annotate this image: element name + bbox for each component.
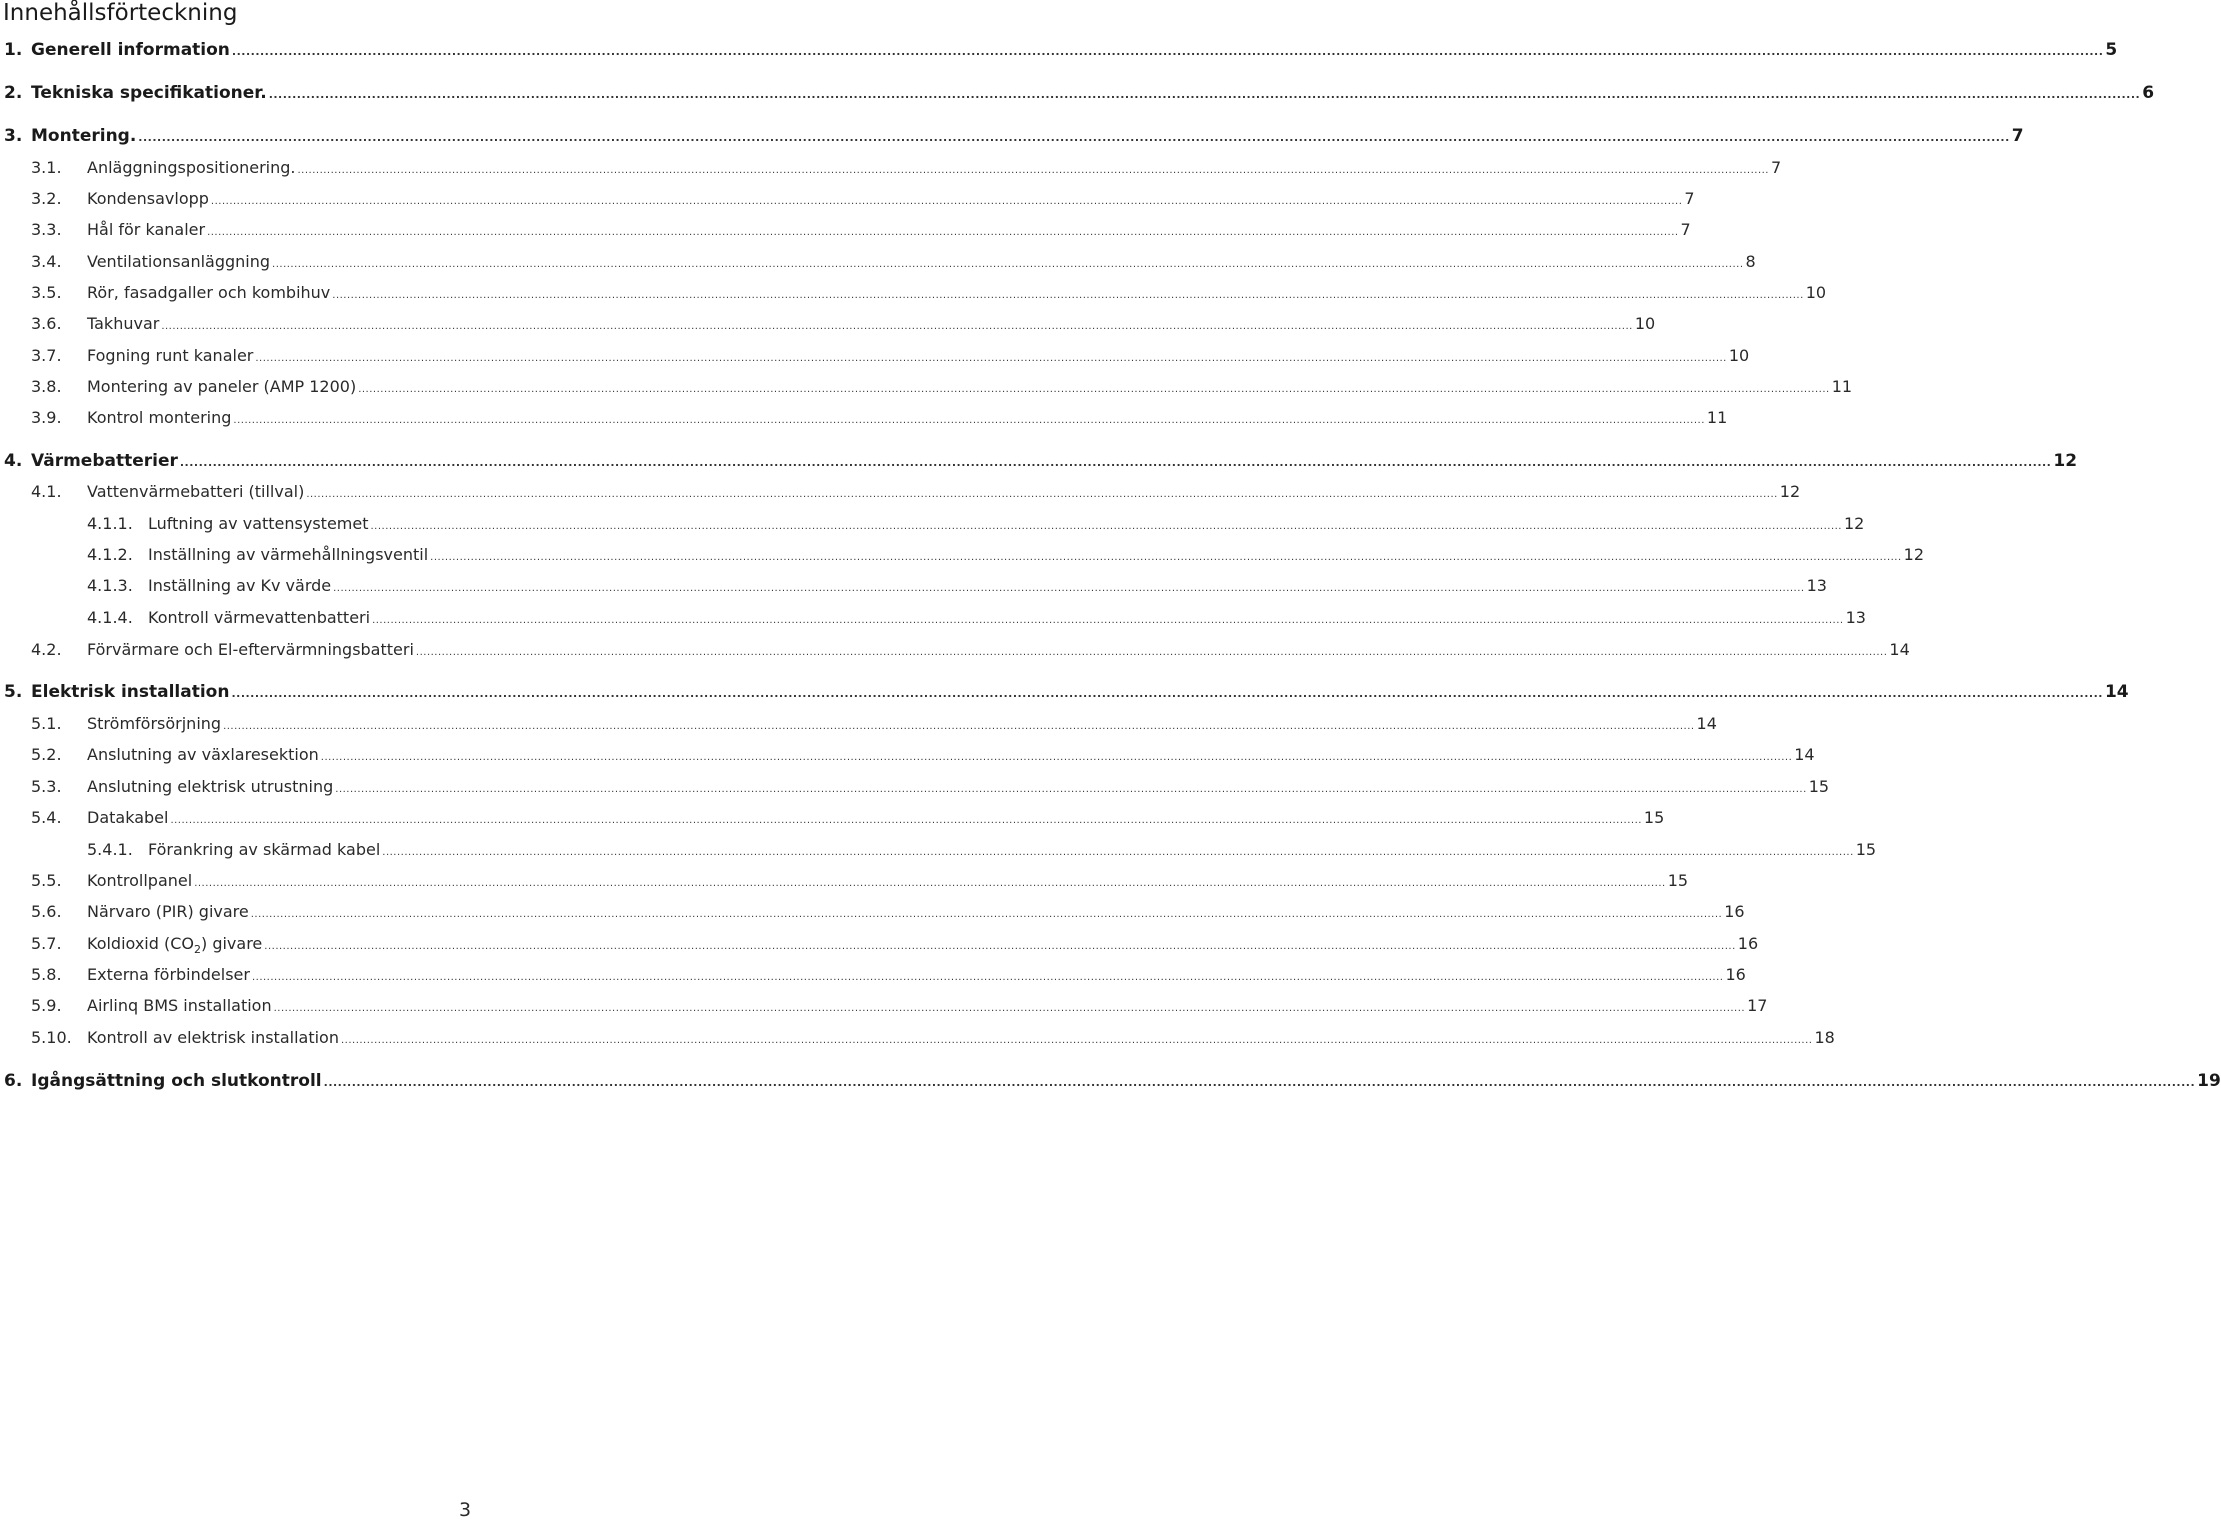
- toc-entry-line: [87, 742, 1815, 771]
- toc-entry[interactable]: [0, 123, 2024, 149]
- toc-entry[interactable]: [0, 1068, 2221, 1094]
- toc-entry-page: 16: [1737, 934, 1759, 953]
- toc-entry-title: [148, 573, 333, 599]
- toc-entry-number: 6.: [4, 1071, 23, 1091]
- toc-entry-title: [31, 448, 180, 474]
- toc-entry-number: 3.7.: [31, 346, 62, 365]
- toc-entry-title-text: Externa förbindelser: [87, 965, 250, 984]
- toc-entry-title-text: Förvärmare och El-eftervärmningsbatteri: [87, 640, 414, 659]
- page-title: Innehållsförteckning: [3, 0, 238, 26]
- toc-entry[interactable]: [0, 711, 1717, 737]
- dot-leader: ................................................................................................................................................................................................................................................................................................................................................................................................................: [297, 165, 1769, 176]
- toc-entry-page: 14: [2104, 682, 2129, 702]
- toc-entry[interactable]: [0, 511, 1865, 537]
- toc-entry-title-text: Kontroll av elektrisk installation: [87, 1028, 339, 1047]
- toc-entry-line: [87, 931, 1759, 963]
- toc-entry-number: 5.8.: [31, 965, 62, 984]
- toc-entry-title: [87, 155, 298, 181]
- toc-entry-title-text: Anslutning elektrisk utrustning: [87, 777, 334, 796]
- toc-entry-page: 15: [1643, 808, 1665, 827]
- dot-leader: ................................................................................................................................................................................................................................................................................................................................................................................................................: [255, 353, 1727, 364]
- toc-entry-title: [87, 742, 321, 768]
- toc-entry-title: [87, 931, 264, 963]
- dot-leader: ................................................................................................................................................................................................................................................................................................................................................................................................................: [358, 384, 1830, 395]
- toc-entry-line: [31, 80, 2155, 108]
- toc-entry-line: [87, 1025, 1835, 1054]
- toc-entry-number: 3.9.: [31, 408, 62, 427]
- toc-entry[interactable]: [0, 249, 1756, 275]
- toc-entry-number: 5.6.: [31, 902, 62, 921]
- toc-entry-line: [148, 542, 1925, 571]
- dot-leader: ................................................................................................................................................................................................................................................................................................................................................................................................................: [323, 1076, 2196, 1089]
- toc-entry-title: [87, 1025, 341, 1051]
- toc-entry-title-text: Koldioxid (CO: [87, 934, 194, 953]
- toc-entry-line: [87, 280, 1827, 309]
- toc-entry-line: [87, 405, 1728, 434]
- toc-entry-subscript: 2: [194, 943, 201, 956]
- toc-entry-page: 7: [1684, 189, 1695, 208]
- toc-entry-title-text: Datakabel: [87, 808, 169, 827]
- page-number: 3: [458, 1499, 472, 1521]
- toc-entry-title-text: Strömförsörjning: [87, 714, 222, 733]
- toc-entry-page: 12: [2053, 451, 2078, 471]
- toc-entry[interactable]: [0, 573, 1827, 599]
- toc-entry-number: 4.1.4.: [87, 608, 133, 627]
- toc-entry-number: 3.2.: [31, 189, 62, 208]
- dot-leader: ................................................................................................................................................................................................................................................................................................................................................................................................................: [264, 941, 1736, 952]
- toc-entry-title: [87, 774, 335, 800]
- toc-entry-title-suffix: ) givare: [201, 934, 263, 953]
- toc-entry-number: 2.: [4, 83, 23, 103]
- toc-entry-title: [87, 899, 251, 925]
- toc-entry-number: 4.2.: [31, 640, 62, 659]
- toc-entry-line: [31, 37, 2118, 65]
- toc-entry-title: [87, 374, 358, 400]
- dot-leader: ................................................................................................................................................................................................................................................................................................................................................................................................................: [415, 647, 1888, 658]
- toc-entry-line: [148, 511, 1865, 540]
- toc-entry[interactable]: [0, 962, 1746, 988]
- dot-leader: ................................................................................................................................................................................................................................................................................................................................................................................................................: [382, 847, 1854, 858]
- toc-entry[interactable]: [0, 343, 1750, 369]
- toc-entry-page: 12: [1843, 514, 1865, 533]
- dot-leader: ................................................................................................................................................................................................................................................................................................................................................................................................................: [231, 45, 2104, 58]
- dot-leader: ................................................................................................................................................................................................................................................................................................................................................................................................................: [372, 615, 1844, 626]
- toc-entry[interactable]: [0, 637, 1910, 663]
- toc-entry-title-text: Montering av paneler (AMP 1200): [87, 377, 357, 396]
- dot-leader: ................................................................................................................................................................................................................................................................................................................................................................................................................: [251, 972, 1724, 983]
- toc-entry-line: [87, 217, 1691, 246]
- toc-entry-line: [31, 123, 2024, 151]
- toc-entry-page: 12: [1903, 545, 1925, 564]
- toc-entry-number: 5.10.: [31, 1028, 72, 1047]
- dot-leader: ................................................................................................................................................................................................................................................................................................................................................................................................................: [273, 1003, 1746, 1014]
- toc-entry-title: [31, 123, 138, 149]
- toc-entry-number: 5.4.: [31, 808, 62, 827]
- toc-entry-title-text: Generell information: [31, 40, 230, 60]
- toc-entry-line: [87, 637, 1910, 666]
- dot-leader: ................................................................................................................................................................................................................................................................................................................................................................................................................: [161, 321, 1633, 332]
- toc-entry-title: [148, 511, 371, 537]
- dot-leader: ................................................................................................................................................................................................................................................................................................................................................................................................................: [223, 721, 1695, 732]
- toc-entry-number: 3.8.: [31, 377, 62, 396]
- toc-entry-title-text: Fogning runt kanaler: [87, 346, 254, 365]
- toc-entry[interactable]: [0, 280, 1827, 306]
- toc-entry-title-text: Montering.: [31, 126, 137, 146]
- toc-entry-number: 1.: [4, 40, 23, 60]
- toc-entry-line: [87, 993, 1768, 1022]
- dot-leader: ................................................................................................................................................................................................................................................................................................................................................................................................................: [210, 196, 1683, 207]
- toc-entry-page: 6: [2142, 83, 2155, 103]
- toc-entry[interactable]: [0, 448, 2078, 474]
- toc-entry-page: 10: [1728, 346, 1750, 365]
- toc-entry-title-text: Inställning av Kv värde: [148, 576, 332, 595]
- toc-entry-title: [148, 837, 382, 863]
- toc-entry[interactable]: [0, 1025, 1835, 1051]
- toc-entry[interactable]: [0, 899, 1745, 925]
- dot-leader: ................................................................................................................................................................................................................................................................................................................................................................................................................: [430, 552, 1902, 563]
- toc-entry-title: [87, 637, 416, 663]
- toc-entry-title-text: Värmebatterier: [31, 451, 178, 471]
- toc-entry-number: 5.2.: [31, 745, 62, 764]
- toc-entry-page: 11: [1706, 408, 1728, 427]
- dot-leader: ................................................................................................................................................................................................................................................................................................................................................................................................................: [250, 909, 1723, 920]
- toc-entry-title-text: Luftning av vattensystemet: [148, 514, 369, 533]
- toc-entry-title-text: Kontrollpanel: [87, 871, 193, 890]
- dot-leader: ................................................................................................................................................................................................................................................................................................................................................................................................................: [306, 489, 1778, 500]
- toc-entry-number: 4.: [4, 451, 23, 471]
- toc-entry-line: [87, 374, 1853, 403]
- dot-leader: ................................................................................................................................................................................................................................................................................................................................................................................................................: [335, 784, 1807, 795]
- toc-entry-page: 16: [1725, 965, 1746, 984]
- toc-entry-page: 14: [1794, 745, 1815, 764]
- dot-leader: ................................................................................................................................................................................................................................................................................................................................................................................................................: [194, 878, 1666, 889]
- toc-entry-number: 5.5.: [31, 871, 62, 890]
- toc-entry-page: 13: [1845, 608, 1866, 627]
- toc-entry-title: [87, 311, 161, 337]
- toc-entry-title: [87, 343, 255, 369]
- dot-leader: ................................................................................................................................................................................................................................................................................................................................................................................................................: [170, 815, 1642, 826]
- toc-entry-number: 3.: [4, 126, 23, 146]
- toc-entry[interactable]: [0, 37, 2118, 63]
- toc-entry-page: 5: [2105, 40, 2118, 60]
- toc-entry-title-text: Inställning av värmehållningsventil: [148, 545, 429, 564]
- dot-leader: ................................................................................................................................................................................................................................................................................................................................................................................................................: [340, 1035, 1813, 1046]
- toc-entry[interactable]: [0, 742, 1815, 768]
- toc-entry-number: 5.: [4, 682, 23, 702]
- toc-entry[interactable]: [0, 80, 2155, 106]
- toc-entry-title: [87, 405, 233, 431]
- toc-entry-page: 11: [1831, 377, 1853, 396]
- toc-entry-title-text: Kondensavlopp: [87, 189, 209, 208]
- toc-entry-number: 3.3.: [31, 220, 62, 239]
- toc-entry-title-text: Anslutning av växlaresektion: [87, 745, 319, 764]
- toc-entry-title: [148, 542, 430, 568]
- toc-entry-title-text: Vattenvärmebatteri (tillval): [87, 482, 305, 501]
- toc-entry-number: 5.1.: [31, 714, 62, 733]
- toc-entry[interactable]: [0, 405, 1728, 431]
- toc-entry-title-text: Takhuvar: [87, 314, 160, 333]
- toc-entry-line: [87, 962, 1746, 991]
- toc-entry-page: 13: [1806, 576, 1827, 595]
- toc-entry-page: 12: [1779, 482, 1801, 501]
- dot-leader: ................................................................................................................................................................................................................................................................................................................................................................................................................: [207, 227, 1679, 238]
- toc-entry-number: 5.7.: [31, 934, 62, 953]
- dot-leader: ................................................................................................................................................................................................................................................................................................................................................................................................................: [138, 131, 2010, 144]
- toc-entry-page: 16: [1724, 902, 1745, 921]
- toc-entry-title-text: Rör, fasadgaller och kombihuv: [87, 283, 331, 302]
- toc-entry-number: 4.1.: [31, 482, 62, 501]
- toc-entry-title: [87, 186, 211, 212]
- toc-entry-title: [31, 37, 232, 63]
- toc-entry-title-text: Närvaro (PIR) givare: [87, 902, 249, 921]
- toc-entry[interactable]: [0, 993, 1768, 1019]
- toc-entry-title: [87, 217, 207, 243]
- toc-entry-page: 14: [1696, 714, 1717, 733]
- toc-entry-line: [148, 573, 1827, 602]
- toc-entry-title: [148, 605, 372, 631]
- dot-leader: ................................................................................................................................................................................................................................................................................................................................................................................................................: [332, 290, 1804, 301]
- toc-entry-number: 5.3.: [31, 777, 62, 796]
- toc-entry-page: 15: [1855, 840, 1877, 859]
- toc-entry-title-text: Förankring av skärmad kabel: [148, 840, 381, 859]
- toc-entry[interactable]: [0, 931, 1759, 957]
- toc-entry-line: [31, 448, 2078, 476]
- toc-entry-title-text: Anläggningspositionering.: [87, 158, 296, 177]
- dot-leader: ................................................................................................................................................................................................................................................................................................................................................................................................................: [179, 456, 2052, 469]
- toc-entry-line: [87, 868, 1689, 897]
- toc-entry-line: [87, 899, 1745, 928]
- dot-leader: ................................................................................................................................................................................................................................................................................................................................................................................................................: [320, 752, 1793, 763]
- toc-entry-page: 7: [1680, 220, 1691, 239]
- toc-entry-title: [31, 80, 269, 106]
- toc-entry-line: [87, 774, 1830, 803]
- toc-entry-page: 14: [1889, 640, 1910, 659]
- toc-entry-title-text: Kontroll värmevattenbatteri: [148, 608, 371, 627]
- toc-entry-page: 7: [1770, 158, 1782, 177]
- toc-entry-title: [87, 711, 223, 737]
- toc-entry[interactable]: [0, 479, 1801, 505]
- toc-entry-title: [87, 479, 306, 505]
- toc-entry-page: 18: [1814, 1028, 1835, 1047]
- toc-entry[interactable]: [0, 868, 1689, 894]
- toc-entry-number: 5.9.: [31, 996, 62, 1015]
- toc-entry-line: [148, 837, 1877, 866]
- toc-entry-page: 17: [1747, 996, 1768, 1015]
- toc-entry-line: [87, 311, 1656, 340]
- toc-entry-line: [87, 249, 1756, 278]
- toc-entry-page: 10: [1634, 314, 1656, 333]
- toc-entry-number: 3.1.: [31, 158, 62, 177]
- toc-entry[interactable]: [0, 774, 1830, 800]
- toc-entry-title-text: Airlinq BMS installation: [87, 996, 272, 1015]
- toc-entry-line: [87, 343, 1750, 372]
- toc-entry-number: 3.6.: [31, 314, 62, 333]
- toc-entry-number: 3.4.: [31, 252, 62, 271]
- toc-entry-title: [87, 962, 252, 988]
- toc-entry-title-text: Hål för kanaler: [87, 220, 206, 239]
- toc-entry-number: 4.1.3.: [87, 576, 133, 595]
- toc-entry-line: [31, 679, 2129, 707]
- toc-entry[interactable]: [0, 605, 1866, 631]
- toc-entry[interactable]: [0, 374, 1853, 400]
- toc-entry-line: [87, 479, 1801, 508]
- toc-entry-title-text: Kontrol montering: [87, 408, 232, 427]
- toc-entry[interactable]: [0, 155, 1782, 181]
- dot-leader: ................................................................................................................................................................................................................................................................................................................................................................................................................: [272, 259, 1744, 270]
- toc-entry-line: [87, 805, 1665, 834]
- dot-leader: ................................................................................................................................................................................................................................................................................................................................................................................................................: [233, 415, 1705, 426]
- toc-entry[interactable]: [0, 679, 2129, 705]
- dot-leader: ................................................................................................................................................................................................................................................................................................................................................................................................................: [370, 521, 1842, 532]
- toc-entry[interactable]: [0, 542, 1925, 568]
- toc-entry-line: [87, 711, 1717, 740]
- toc-entry-line: [87, 155, 1782, 184]
- toc-entry-title-text: Ventilationsanläggning: [87, 252, 271, 271]
- toc-entry-number: 4.1.2.: [87, 545, 133, 564]
- toc-entry-line: [87, 186, 1695, 215]
- toc-entry-number: 3.5.: [31, 283, 62, 302]
- toc-entry[interactable]: [0, 311, 1656, 337]
- toc-entry[interactable]: [0, 837, 1877, 863]
- toc-entry-title: [31, 1068, 324, 1094]
- toc-entry-line: [148, 605, 1866, 634]
- toc-entry-page: 8: [1745, 252, 1756, 271]
- toc-entry[interactable]: [0, 217, 1691, 243]
- toc-entry-page: 10: [1805, 283, 1827, 302]
- toc-entry[interactable]: [0, 186, 1695, 212]
- toc-entry-title-text: Tekniska specifikationer.: [31, 83, 267, 103]
- toc-entry-title: [87, 805, 170, 831]
- toc-entry-line: [31, 1068, 2221, 1096]
- toc-entry-title: [31, 679, 231, 705]
- toc-entry-title: [87, 993, 274, 1019]
- toc-entry-title: [87, 249, 272, 275]
- toc-entry-title-text: Elektrisk installation: [31, 682, 230, 702]
- toc-entry-page: 7: [2011, 126, 2024, 146]
- dot-leader: ................................................................................................................................................................................................................................................................................................................................................................................................................: [268, 88, 2141, 101]
- toc-entry-title: [87, 280, 332, 306]
- toc-entry[interactable]: [0, 805, 1665, 831]
- toc-entry-page: 15: [1808, 777, 1830, 796]
- toc-entry-page: 19: [2197, 1071, 2221, 1091]
- toc-entry-number: 4.1.1.: [87, 514, 133, 533]
- toc-entry-title: [87, 868, 194, 894]
- toc-entry-number: 5.4.1.: [87, 840, 133, 859]
- toc-entry-page: 15: [1667, 871, 1689, 890]
- dot-leader: ................................................................................................................................................................................................................................................................................................................................................................................................................: [231, 687, 2103, 700]
- dot-leader: ................................................................................................................................................................................................................................................................................................................................................................................................................: [333, 583, 1805, 594]
- toc-entry-title-text: Igångsättning och slutkontroll: [31, 1071, 322, 1091]
